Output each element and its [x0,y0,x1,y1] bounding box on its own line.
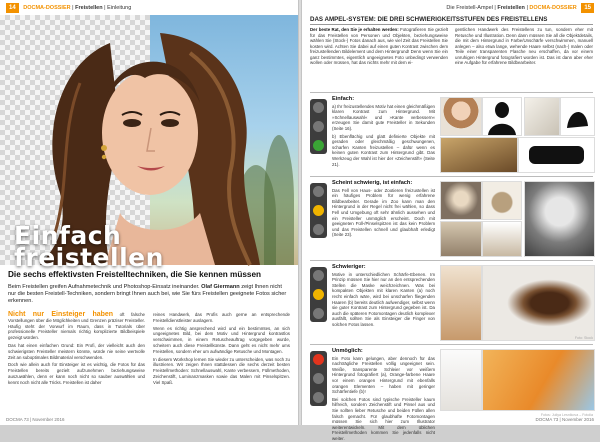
block-text [332,181,435,238]
block-text [332,97,435,167]
paragraph: Doch wie allein auch für Einsteiger ist es wichtig, die Fotos für das Freistellen bereits gezielt aufzunehmen beziehungsweise auszuwählen, denn er kann noch nicht so sauber auswählen und kennt noch nicht alle Tricks. Freistellen ist daher [8,362,145,385]
lamp-red [313,354,324,365]
traffic-light-icon [310,183,327,238]
example-thumbnails [440,349,593,423]
thumb-woman-photo [440,97,482,136]
difficulty-block-harder [310,260,593,344]
traffic-light-icon [310,99,327,154]
body-column-2 [153,312,290,388]
right-page-number: 15 [581,3,594,13]
right-header-title: Die Freistell-Ampel [446,5,493,11]
hero-title-line2: freistellen [14,243,164,272]
block-title: Einfach: [332,96,355,102]
example-thumbnails [440,181,593,255]
lead-end: zeigt Ihnen nicht nur die besten Freistell-Techniken, sondern bringt Ihnen auch bei, wie Sie fürs Freistellen geeignete Fotos sicher erkennen. [8,284,287,305]
lamp-yellow [313,373,324,384]
thumb-object-mask [560,97,595,136]
lamp-red [313,270,324,281]
block-title: Unmöglich: [332,348,363,354]
right-brand: DOCMA-DOSSIER [529,5,577,11]
block-title: Schwieriger: [332,264,366,270]
lamp-yellow [313,205,324,216]
article-lead [8,284,290,305]
thumb-fur-mask [482,221,522,257]
block-paragraph: b) Ebenflächig und glatt definierte Objekte mit geraden oder gleichmäßig geschwungenen, scharfen Kanten freizustellen – dafür wenn es keinen guten Kontrast zum Hintergrund gibt. Das Werkzeug der Wahl ist hier der »Zeichenstift« (Seite 21). [332,133,435,167]
thumb-product-photo [440,137,518,173]
block-text [332,265,435,328]
paragraph-dropcap: Nicht nur Einsteiger haben [8,311,114,318]
thumb-product-mask [518,137,595,173]
left-footer: DOCMA 73 | November 2016 [6,417,65,422]
block-paragraph: Das Fell von Haus- oder Zootieren freizustellen ist ein häufiges Problem für wenig erfahrene Bildbearbeiter. Gerade im Zoo kann man den Hintergrund in der Regel nicht frei wählen, so dass Fell und Umgebung oft sehr ähnlich aussehen und ein Freisteller unmöglich erscheint. Doch mit geeigneten Füll-/Pinselspitzen ist das kein Problem und das Freistellen schnell und glaubhaft erledigt (Seite 23). [332,187,435,238]
lamp-red [313,102,324,113]
left-brand: DOCMA-DOSSIER [23,5,71,11]
thumb-flying-hair [482,265,595,341]
thumb-white-veil [440,349,482,411]
thumb-fur-detail [440,221,482,257]
block-text [332,349,435,442]
difficulty-block-easy [310,92,593,176]
block-paragraph: Motive in unterschiedlichen Schärfe-Ebenen. Im Prinzip müssen Sie hier nur an den entsprechenden Stellen die Maske weichzeichnen. Was bei kompakten Objekten mit klaren Kanten (a) noch recht einfach wäre, wird bei unscharfen fliegenden Haaren (b) bereits deutlich aufwendiger, selbst wenn sie guter Kontrast zum Hintergrund gegeben ist. Da auch die späteren Fotomontagen deutlich komplexer ausfällt, sollten Sie als Einsteiger die Finger von solchen Fotos lassen. [332,271,435,327]
section-heading: DAS AMPEL-SYSTEM: DIE DREI SCHWIERIGKEITSSTUFEN DES FREISTELLENS [310,16,593,25]
paragraph: reines Handwerk, das Profis auch gerne an entsprechende Freistelldienstleister auslagern. [153,312,290,323]
thumb-orange-hair [482,349,595,411]
paragraph: Das hat einen einfachen Grund: Ein Profi, der vielleicht auch den schwierigsten Freisteller meistern könnte, würde nie seine wertvolle Zeit an suboptimales Bildmaterial verschwenden. [8,342,145,360]
difficulty-block-seems-hard [310,176,593,260]
block-title: Scheint schwierig, ist einfach: [332,180,413,186]
block-paragraph: Ein Foto kann gelungen, aber dennoch für das nachträgliche Freistellen völlig ungeeignet sein. Weiße, transparente Schleier vor weißem Hintergrund fotografiert (a), Orange-farbene Haare vor einem orangen Hintergrund mit ebenfalls orangen Elementen – haben mit geringer Schärfentiefe (b)! [332,355,435,395]
lamp-red [313,186,324,197]
hero-title-line1: Einfach [14,221,122,250]
hero-image [0,15,298,272]
palm-silhouette [264,135,294,265]
thumb-blurred-object [440,265,482,341]
right-section: Freistellen [497,5,525,11]
article-subheadline: Die sechs effektivsten Freistelltechniken, die Sie kennen müssen [8,270,262,279]
right-header: Die Freistell-Ampel | Freistellen | DOCMA-DOSSIER 15 [446,3,594,13]
intro-column-2: gentlichen Handwerk des Freistellens zu tun, sondern eher mit Retusche und Illustration. Denn dann müssen Sie all die Objektdetails, die mit dem Hintergrund in Farbe/Unschärfe verschwimmen, manuell anlegen – also etwa lange, wehende Haare selbst (nach-) malen oder Teile einer transparenten Flasche neu erschaffen, da vor einem unruhigen Hintergrund fotografiert worden ist. Das ist dann aber eher eine Aufgabe für erfahrene Bildbearbeiter. [455,27,593,65]
photo-credit: Foto: Stock [574,336,593,340]
paragraph: Wenn es richtig ansprechend wird und ein bestimmtes, an sich ungeeignetes Bild, bei dem Motiv und Hintergrund kontrastlos verschwimmen, in einem Retuscheauftrag vorgegeben wurde, scheitern auch diese Freistellkünste. Dann geht es nicht mehr ums Freistellen, sondern eher um aufwändige Retusche und Montagen. [153,325,290,354]
thumb-cat-mask [482,181,522,220]
photo-credit: Fotos: Juliya Lesnikova – Fotolia [540,413,593,417]
lamp-green [313,140,324,151]
thumb-silhouette [482,97,522,136]
intro-text [310,27,593,66]
traffic-light-icon [310,351,327,406]
example-thumbnails [440,97,593,171]
hero-title [14,221,164,272]
body-columns [8,312,290,388]
thumb-cat-photo [440,181,482,220]
lamp-green [313,308,324,319]
left-page [0,0,298,425]
left-page-number: 14 [6,3,19,13]
lamp-yellow [313,121,324,132]
paragraph: In diesem Workshop lernen Sie wieder zu unterscheiden, was noch zu illustrieren. Wir zeigen Ihnen stattdessen die sechs derzeit besten Freistellmethoden: Schnellauswahl, Kante verbessern, Füllmethoden, Zeichenstift, Luminanzmasken sowie das Malen mit Pinselspitzen. Viel Spaß. [153,356,290,385]
example-thumbnails [440,265,593,339]
lamp-green [313,224,324,235]
thumb-spiral-object [524,97,560,136]
body-column-1 [8,312,145,388]
right-page [302,0,600,441]
left-header: 14 DOCMA-DOSSIER | Freistellen | Einleitung [6,3,131,13]
paragraph: oft falsche Vorstellungen über die Möglichkeiten und Grenzen präziser Freisteller. Häufig steht der Vorwurf im Raum, dass in Tutorials über professionelle Freisteller niemals richtig komplizierte Bildbeispiele gezeigt würden. [8,312,145,341]
thumb-white-cat [524,181,595,257]
difficulty-block-impossible [310,344,593,441]
left-section: Freistellen [75,5,103,11]
block-paragraph: a) Ihr freizustellendes Motiv hat einen gleichmäßigen klaren Kontrast zum Hintergrund. Mit »Schnellauswahl« und »Kante verbessern« erzeugen Sie damit gute Freisteller in Sekunden (Seite 16). [332,103,435,131]
left-subsection: Einleitung [107,5,132,11]
intro-bold: Der beste Rat, den Sie je erhalten werden: [310,27,399,32]
block-paragraph: Bei solchen Fotos sind typische Freisteller kaum hilfreich, sondern Zeichenstift und Pinsel aus und Sie sollten lieber Retusche und beiden Füllen allen falsch gemacht. Für glaubhafte Fotomontagen müssen Sie sich hier zum Illustrator weiterentwickeln. Mit dem üblichen Freistellmethoden kommen Sie jedenfalls nicht weiter. [332,396,435,441]
lead-author: Olaf Giermann [201,284,240,290]
lamp-yellow [313,289,324,300]
lead-start: Beim Freistellen greifen Aufnahmetechnik und Photoshop-Einsatz ineinander. [8,284,200,290]
lamp-green [313,392,324,403]
traffic-light-icon [310,267,327,322]
intro-column-1: Fotografieren Sie gezielt für das Freistellen von Personen und Objekten, beziehungsweise wählen Sie (Stock-) Fotos danach aus, wie viel Zeit das Freistellen Sie kosten wird. Achten Sie dabei auf einen guten Kontrast zwischen dem freizustellenden Bildelement und dem Hintergrund! Denn wenn Sie ein ganz bestimmtes, eigentlich ungeeignetes Foto unbedingt verwenden wollen oder müssen, hat das nichts mehr mit dem ei- [310,27,448,65]
right-footer: DOCMA 73 | November 2016 [535,417,594,422]
